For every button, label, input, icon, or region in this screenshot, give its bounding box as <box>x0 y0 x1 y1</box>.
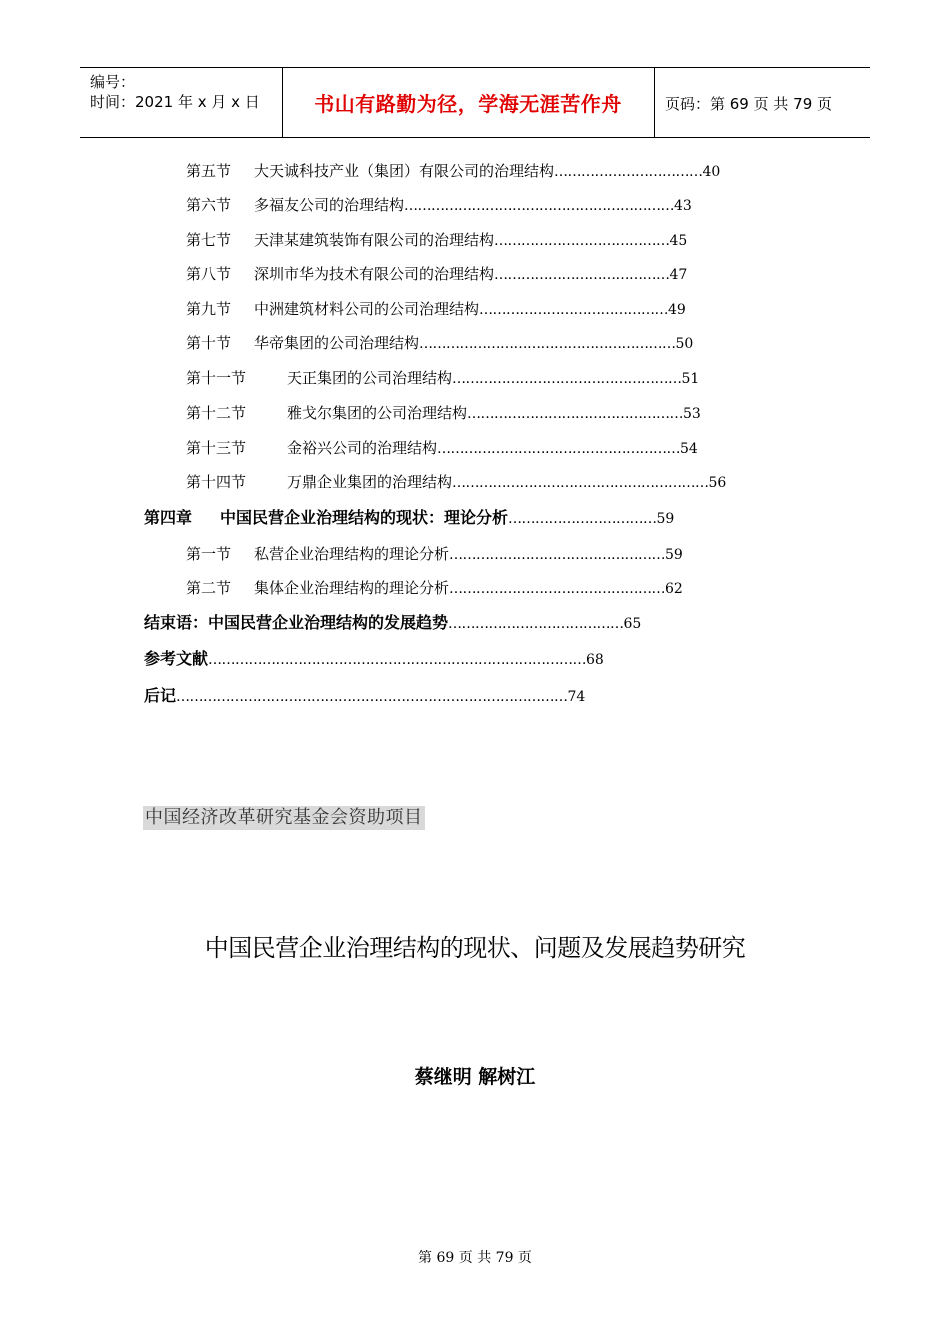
toc-leader-dots: …………………………………………… <box>452 371 682 387</box>
toc-section-number: 第六节 <box>186 196 232 214</box>
toc-page-number: 54 <box>680 441 698 457</box>
toc-page-number: 59 <box>656 511 675 527</box>
toc-section-number: 第二节 <box>186 579 232 597</box>
toc-leader-dots: ………………………………………………… <box>452 475 709 491</box>
toc-leader-dots: ……………………………………………… <box>437 441 681 457</box>
toc-section-number: 第十二节 <box>186 404 247 422</box>
header-meta-cell <box>80 68 283 137</box>
toc-section-number: 第九节 <box>186 300 232 318</box>
toc-title: 华帝集团的公司治理结构 <box>254 334 420 352</box>
toc-page-number: 45 <box>669 233 688 249</box>
toc-title: 中洲建筑材料公司的公司治理结构 <box>254 300 480 318</box>
toc-leader-dots: ………………………………………………… <box>419 336 676 352</box>
toc-page-number: 68 <box>586 652 604 668</box>
toc-entry <box>186 470 726 494</box>
toc-page-number: 65 <box>623 616 642 632</box>
header-motto-cell <box>282 68 655 137</box>
toc-leader-dots: …………………………………………………… <box>404 198 675 214</box>
toc-page-number: 40 <box>702 164 721 180</box>
toc-entry <box>186 262 687 286</box>
toc-section-number: 第十一节 <box>186 369 247 387</box>
header-motto: 书山有路勤为径，学海无涯苦作舟 <box>314 92 622 116</box>
toc-title: 深圳市华为技术有限公司的治理结构 <box>254 265 495 283</box>
toc-page-number: 53 <box>683 406 701 422</box>
toc-page-number: 51 <box>681 371 700 387</box>
toc-page-number: 59 <box>665 547 683 563</box>
toc-entry <box>186 436 698 460</box>
toc-leader-dots: …………………………………… <box>479 302 669 318</box>
toc-title: 万鼎企业集团的治理结构 <box>287 473 453 491</box>
toc-leader-dots: …………………………… <box>508 511 657 527</box>
toc-section-number: 第十三节 <box>186 439 247 457</box>
toc-entry <box>186 576 683 600</box>
toc-page-number: 49 <box>668 302 686 318</box>
toc-title: 结束语：中国民营企业治理结构的发展趋势 <box>144 613 449 632</box>
toc-leader-dots: …………………………………………………………………………… <box>176 689 568 705</box>
document-time-label: 时间：2021 年 x 月 x 日 <box>90 93 260 111</box>
toc-page-number: 56 <box>708 475 727 491</box>
toc-leader-dots: ………………………………………… <box>449 547 666 563</box>
toc-leader-dots: ………………………………… <box>494 233 670 249</box>
toc-title: 大天诚科技产业（集团）有限公司的治理结构 <box>254 162 555 180</box>
toc-section-number: 第十四节 <box>186 473 247 491</box>
toc-section-number: 第八节 <box>186 265 232 283</box>
toc-entry <box>186 542 683 566</box>
toc-entry <box>186 159 720 183</box>
toc-title: 天津某建筑装饰有限公司的治理结构 <box>254 231 495 249</box>
toc-leader-dots: ………………………………… <box>448 616 624 632</box>
document-authors: 蔡继明 解树江 <box>414 1066 536 1088</box>
toc-section-number: 第十节 <box>186 334 232 352</box>
page-footer: 第 69 页 共 79 页 <box>418 1250 532 1266</box>
toc-leader-dots: ………………………………………… <box>449 581 666 597</box>
toc-entry <box>186 297 686 321</box>
toc-leader-dots: ………………………………………………………………………… <box>208 652 587 668</box>
toc-section-number: 第七节 <box>186 231 232 249</box>
toc-section-number: 第五节 <box>186 162 232 180</box>
toc-title: 雅戈尔集团的公司治理结构 <box>287 404 468 422</box>
toc-page-number: 50 <box>675 336 694 352</box>
toc-leader-dots: ………………………………………… <box>467 406 684 422</box>
toc-entry <box>144 506 674 530</box>
toc-entry <box>144 647 604 671</box>
toc-page-number: 62 <box>665 581 683 597</box>
header-page-info: 页码：第 69 页 共 79 页 <box>665 95 833 113</box>
toc-entry <box>186 331 693 355</box>
toc-title: 金裕兴公司的治理结构 <box>287 439 438 457</box>
toc-title: 集体企业治理结构的理论分析 <box>254 579 450 597</box>
toc-title: 参考文献 <box>144 649 209 668</box>
toc-leader-dots: …………………………… <box>554 164 703 180</box>
page-header <box>80 67 870 138</box>
toc-title: 中国民营企业治理结构的现状：理论分析 <box>220 508 509 527</box>
toc-entry <box>186 401 701 425</box>
toc-section-number: 第四章 <box>144 508 193 527</box>
toc-entry <box>186 366 699 390</box>
toc-page-number: 47 <box>669 267 688 283</box>
toc-entry <box>144 684 585 708</box>
toc-title: 多福友公司的治理结构 <box>254 196 405 214</box>
toc-leader-dots: ………………………………… <box>494 267 670 283</box>
toc-section-number: 第一节 <box>186 545 232 563</box>
document-title: 中国民营企业治理结构的现状、问题及发展趋势研究 <box>204 934 746 962</box>
toc-entry <box>186 228 687 252</box>
toc-title: 私营企业治理结构的理论分析 <box>254 545 450 563</box>
toc-title: 后记 <box>144 686 177 705</box>
toc-title: 天正集团的公司治理结构 <box>287 369 453 387</box>
toc-page-number: 74 <box>567 689 586 705</box>
document-number-label: 编号： <box>90 73 136 91</box>
toc-page-number: 43 <box>674 198 692 214</box>
toc-entry <box>144 611 641 635</box>
funding-note: 中国经济改革研究基金会资助项目 <box>145 807 423 828</box>
toc-entry <box>186 193 692 217</box>
